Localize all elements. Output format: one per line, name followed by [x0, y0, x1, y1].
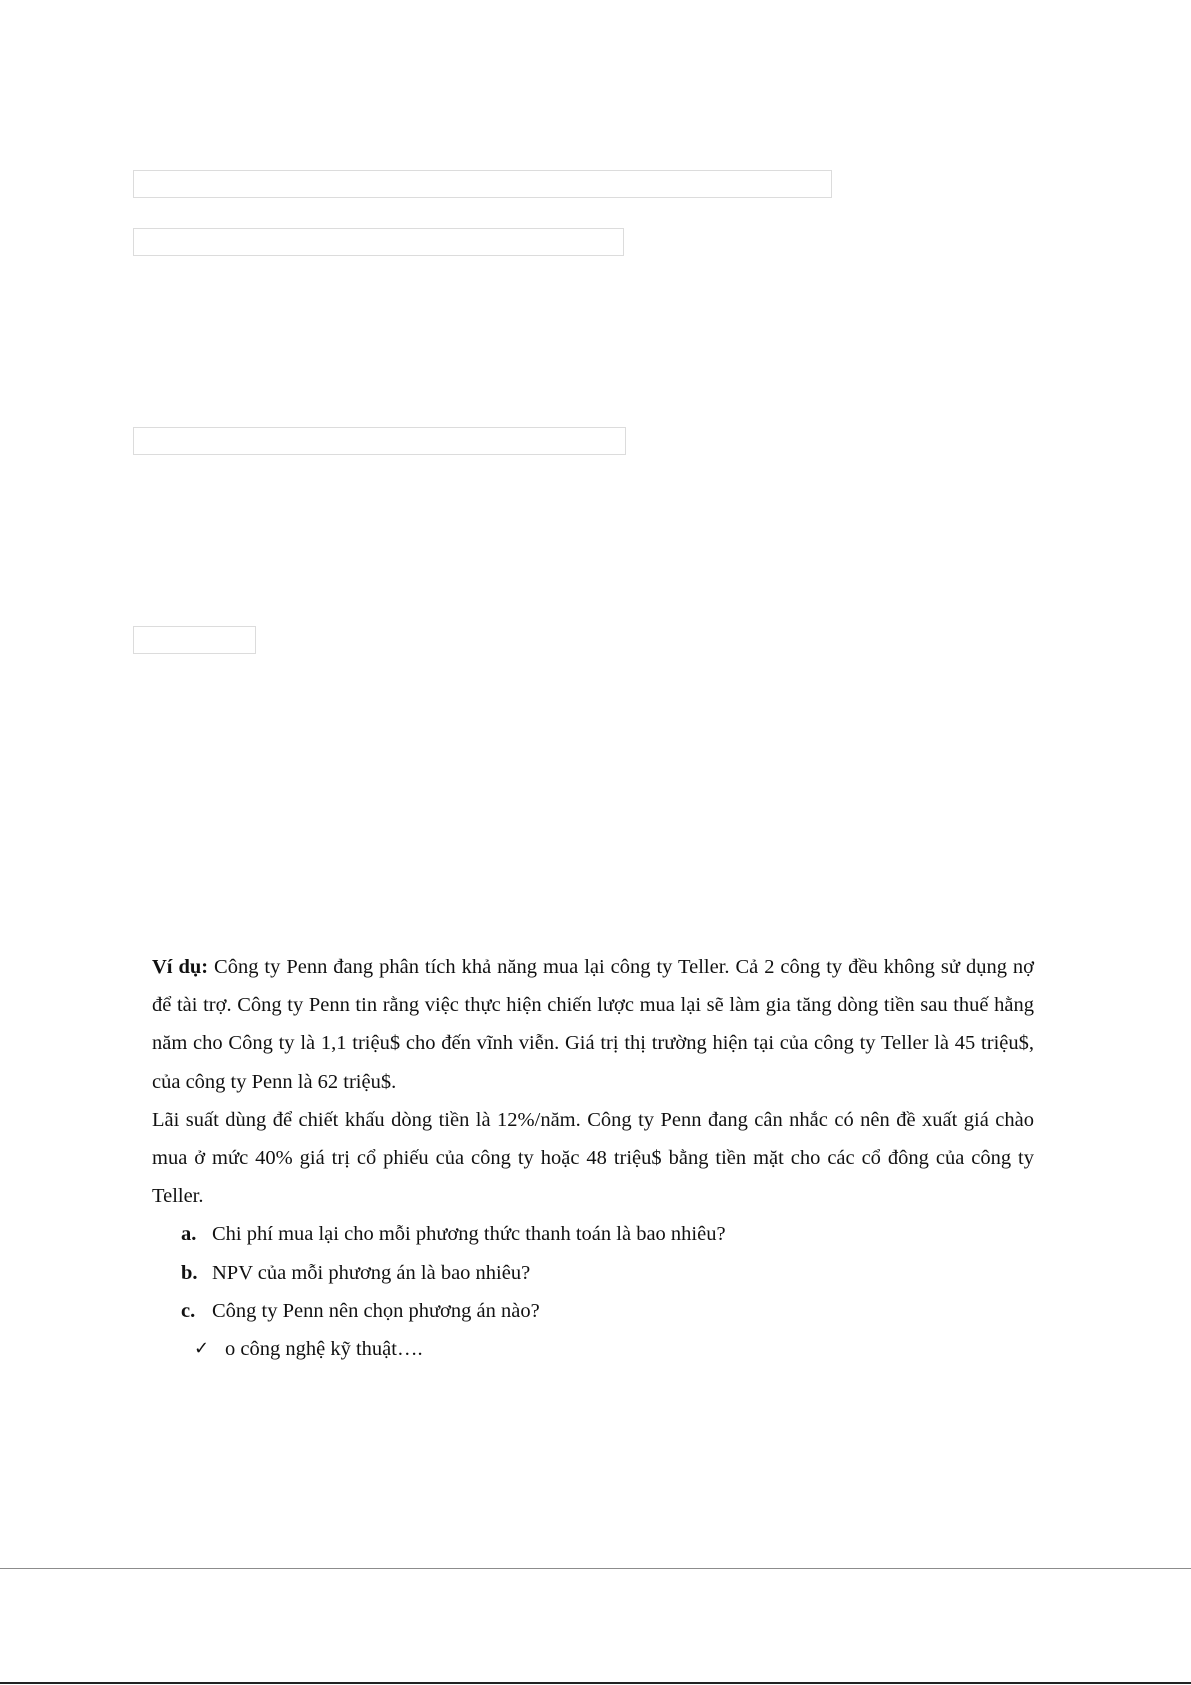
question-item: [181, 1292, 1034, 1330]
question-letter: a.: [181, 1223, 197, 1246]
blank-field: [133, 427, 626, 455]
example-paragraph-1: [152, 948, 1034, 1101]
checkmark-icon: ✓: [194, 1338, 210, 1360]
example-block: [152, 948, 1034, 1368]
blank-field: [133, 170, 832, 198]
example-paragraph-2: Lãi suất dùng để chiết khấu dòng tiền là 12%/năm. Công ty Penn đang cân nhắc có nên đề xuất giá chào mua ở mức 40% giá trị cổ phiếu của công ty hoặc 48 triệu$ bằng tiền mặt cho các cổ đông của công ty Teller.: [152, 1108, 1034, 1208]
blank-field: [133, 626, 256, 654]
question-text: NPV của mỗi phương án là bao nhiêu?: [212, 1261, 531, 1284]
footer-divider: [0, 1568, 1191, 1569]
question-text: Công ty Penn nên chọn phương án nào?: [212, 1299, 540, 1322]
example-paragraph-1-text: Công ty Penn đang phân tích khả năng mua lại công ty Teller. Cả 2 công ty đều không sử dụng nợ để tài trợ. Công ty Penn tin rằng việc thực hiện chiến lược mua lại sẽ làm gia tăng dòng tiền sau thuế hằng năm cho Công ty là 1,1 triệu$ cho đến vĩnh viễn. Giá trị thị trường hiện tại của công ty Teller là 45 triệu$, của công ty Penn là 62 triệu$.: [152, 956, 1034, 1093]
question-item: [181, 1254, 1034, 1292]
check-line: [152, 1330, 1034, 1368]
example-lead: Ví dụ:: [152, 956, 209, 978]
check-line-text: o công nghệ kỹ thuật….: [225, 1338, 423, 1361]
page-bottom-edge: [0, 1682, 1191, 1684]
question-letter: b.: [181, 1261, 198, 1284]
blank-field: [133, 228, 624, 256]
question-text: Chi phí mua lại cho mỗi phương thức thanh toán là bao nhiêu?: [212, 1223, 726, 1246]
question-list: [152, 1215, 1034, 1330]
question-item: [181, 1215, 1034, 1253]
question-letter: c.: [181, 1299, 196, 1322]
